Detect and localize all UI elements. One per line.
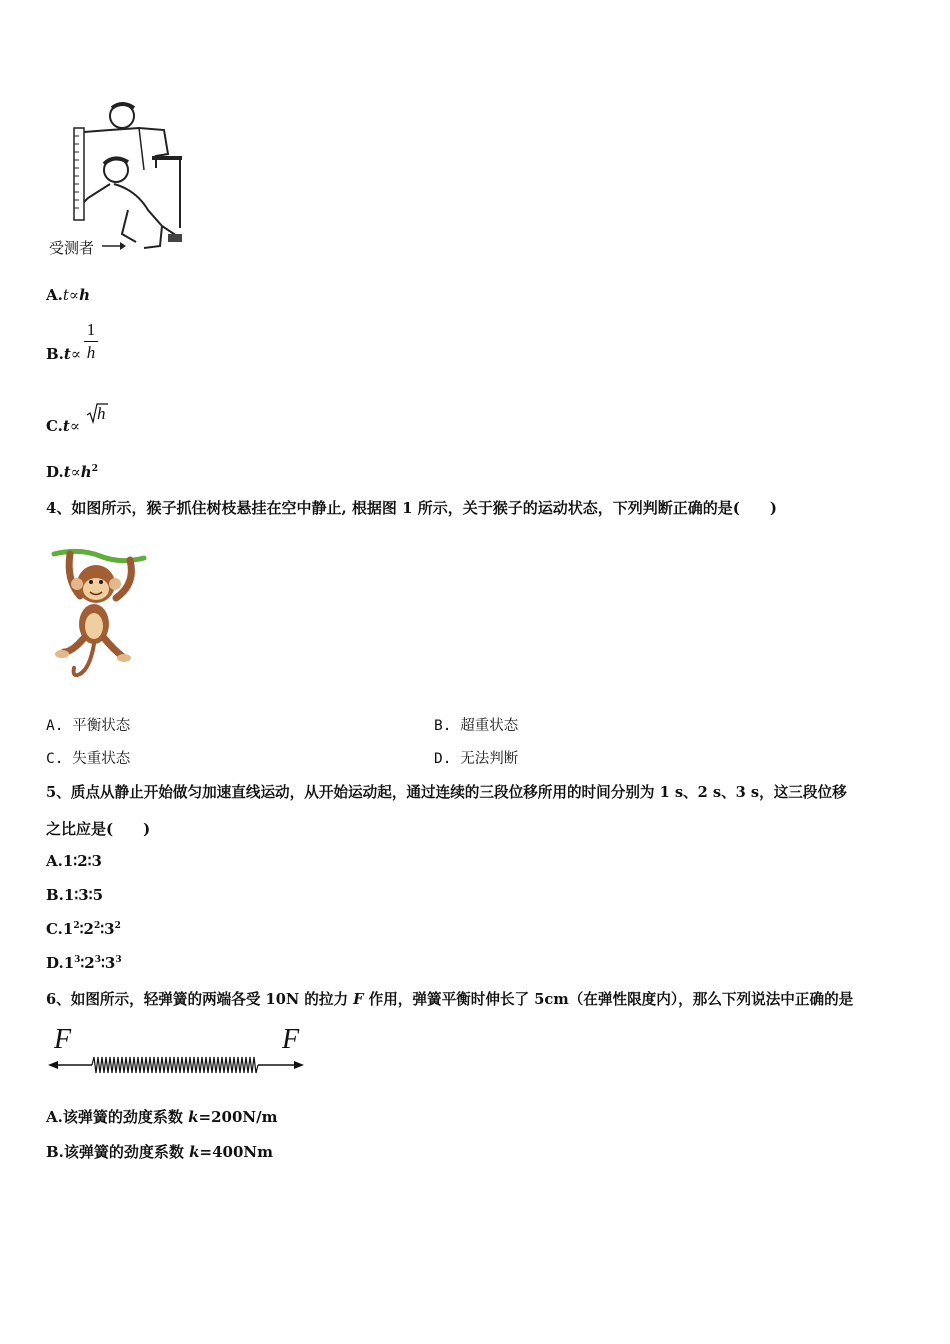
q3-option-a-var: t xyxy=(62,286,69,304)
question-6-force-var: F xyxy=(353,991,364,1008)
q5-option-d-part1: D.1 xyxy=(46,954,75,972)
left-arrowhead-icon xyxy=(48,1061,58,1069)
q6-option-b-prefix: B.该弹簧的劲度系数 xyxy=(46,1143,190,1161)
q6-option-b-value: =400Nm xyxy=(199,1143,273,1161)
q3-option-d-exp: 2 xyxy=(91,464,98,474)
q4-option-b: B. 超重状态 xyxy=(434,718,519,734)
q3-option-d-rhs: h xyxy=(80,463,92,481)
q4-option-a: A. 平衡状态 xyxy=(46,718,131,734)
q3-option-b-fraction xyxy=(84,320,98,363)
subject-label: 受测者 xyxy=(49,239,95,257)
fraction-bar xyxy=(84,341,98,342)
q6-option-a-value: =200N/m xyxy=(198,1108,278,1126)
q3-option-c-prefix: C. xyxy=(46,417,63,435)
q3-option-a-rhs: h xyxy=(79,286,90,304)
question-6-text xyxy=(46,988,853,1009)
fraction-numerator: 1 xyxy=(86,320,96,339)
q6-option-b-var: k xyxy=(189,1143,200,1161)
spring-figure xyxy=(46,1024,308,1080)
q5-option-a: A.1∶2∶3 xyxy=(46,852,102,870)
reaction-test-figure xyxy=(44,98,194,260)
q3-option-d-var: t xyxy=(63,463,71,481)
q5-option-d-part3: ∶3 xyxy=(101,954,116,972)
question-5-line-1: 5、质点从静止开始做匀加速直线运动，从开始运动起，通过连续的三段位移所用的时间分别为 1 s、2 s、3 s，这三段位移 xyxy=(46,784,847,801)
q6-option-a-var: k xyxy=(188,1108,199,1126)
q3-option-b xyxy=(46,345,81,363)
q5-option-c-exp3: 2 xyxy=(114,921,121,931)
sqrt-radicand: h xyxy=(97,404,106,423)
fraction-denominator: h xyxy=(86,343,96,362)
q4-option-d: D. 无法判断 xyxy=(434,751,519,767)
q5-option-d xyxy=(46,954,122,972)
q4-option-c: C. 失重状态 xyxy=(46,751,131,767)
spring-left-force-label: F xyxy=(54,1024,72,1055)
spring-diagram xyxy=(46,1024,308,1080)
q3-option-d-prefix: D. xyxy=(46,463,64,481)
monkey-illustration xyxy=(50,540,150,682)
monkey-figure xyxy=(50,540,150,682)
q3-option-a-prefix: A. xyxy=(46,286,63,304)
q3-option-d-sym: ∝ xyxy=(70,463,81,481)
q5-option-d-part2: ∶2 xyxy=(80,954,95,972)
q5-option-b: B.1∶3∶5 xyxy=(46,886,104,904)
question-5-line-2: 之比应是( ) xyxy=(46,820,151,838)
q3-option-b-sym: ∝ xyxy=(70,345,81,363)
q6-option-a xyxy=(46,1106,277,1127)
q5-option-c-exp2: 2 xyxy=(93,921,101,931)
q3-option-a xyxy=(46,286,90,304)
spring-coil xyxy=(92,1057,258,1073)
q3-option-c xyxy=(46,417,80,435)
q5-option-d-exp1: 3 xyxy=(74,955,81,965)
right-arrowhead-icon xyxy=(294,1061,304,1069)
reaction-test-illustration xyxy=(44,98,194,260)
q6-option-a-prefix: A.该弹簧的劲度系数 xyxy=(46,1108,189,1126)
q5-option-c-part1: C.1 xyxy=(46,920,74,938)
q3-option-b-prefix: B. xyxy=(46,345,64,363)
question-4-text: 4、如图所示，猴子抓住树枝悬挂在空中静止, 根据图 1 所示，关于猴子的运动状态，下列判断正确的是( ) xyxy=(46,499,777,517)
q3-option-a-sym: ∝ xyxy=(68,286,80,304)
q3-option-d xyxy=(46,463,98,481)
q6-option-b xyxy=(46,1141,273,1162)
q5-option-d-exp2: 3 xyxy=(94,955,102,965)
q3-option-c-sym: ∝ xyxy=(69,417,80,435)
spring-right-force-label: F xyxy=(282,1024,300,1055)
question-6-text-part2: 作用，弹簧平衡时伸长了 5cm（在弹性限度内），那么下列说法中正确的是 xyxy=(363,991,854,1008)
q5-option-c xyxy=(46,920,121,938)
q5-option-c-part3: ∶3 xyxy=(100,920,115,938)
q3-option-c-var: t xyxy=(62,417,70,435)
q5-option-c-exp1: 2 xyxy=(73,921,80,931)
q3-option-b-var: t xyxy=(63,345,71,363)
q5-option-d-exp3: 3 xyxy=(115,955,122,965)
q5-option-c-part2: ∶2 xyxy=(79,920,94,938)
question-6-text-part1: 6、如图所示，轻弹簧的两端各受 10N 的拉力 xyxy=(46,991,354,1008)
